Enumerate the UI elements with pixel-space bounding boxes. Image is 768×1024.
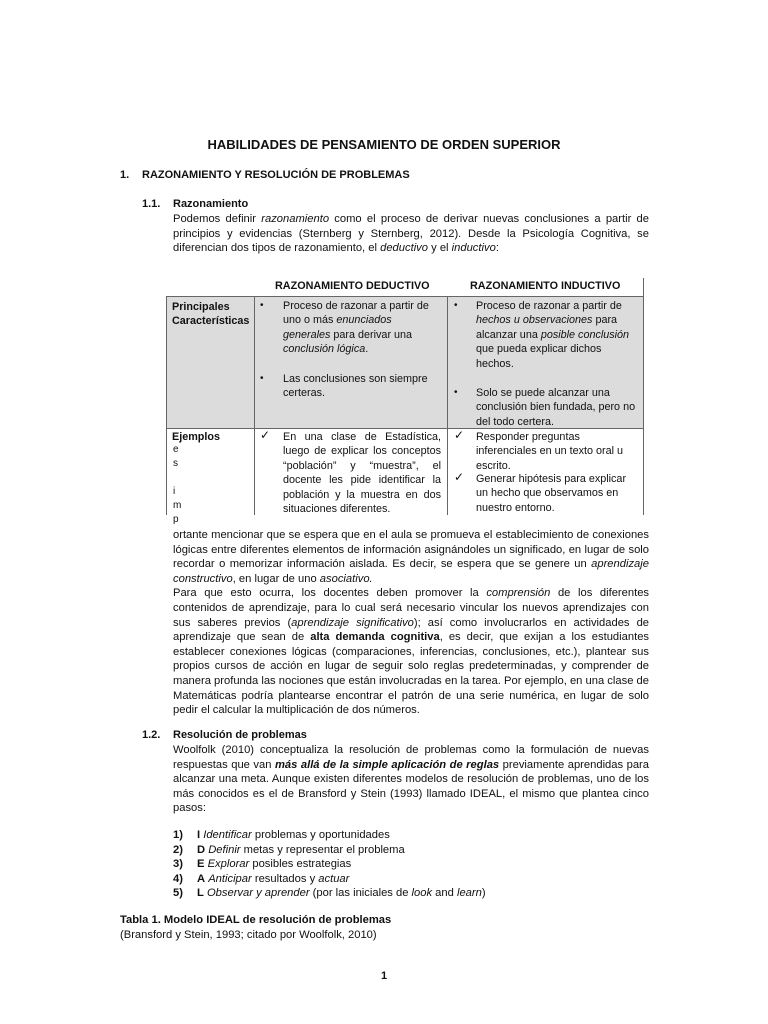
bullet-icon: • [260,300,264,311]
subsection-number: 1.2. [142,729,161,741]
page-title: HABILIDADES DE PENSAMIENTO DE ORDEN SUPERIOR [207,137,561,152]
page-number: 1 [380,970,388,982]
bullet-icon: • [260,373,264,384]
column-header-inductivo: RAZONAMIENTO INDUCTIVO [470,280,621,292]
row-label-ejemplos: Ejemplos [172,431,221,443]
table-border [643,278,644,515]
section-title: RAZONAMIENTO Y RESOLUCIÓN DE PROBLEMAS [142,169,410,181]
check-icon: ✓ [454,470,465,484]
list-item: 3) E Explorar posibles estrategias [173,858,352,871]
subsection-title: Razonamiento [173,198,249,210]
stray-letter: e [173,444,179,455]
check-icon: ✓ [260,428,271,442]
subsection-heading-resolucion [142,729,307,741]
caption-source: (Bransford y Stein, 1993; citado por Woolfolk, 2010) [120,929,377,941]
body-paragraph-after-table: ortante mencionar que se espera que en el aula se promueva el establecimiento de conexiones lógicas entre diferentes elementos de información asignándoles un significado, en lugar de solo recordar o memorizar información aislada. Es decir, se espera que se genere un aprendizaje constructivo, en lugar de uno asociativo. Para que esto ocurra, los docentes deben promover la comprensión de los diferentes contenidos de aprendizaje, para lo cual será necesario vincular los nuevos aprendizajes con sus saberes previos (aprendizaje significativo); así como involucrarlos en actividades de aprendizaje que sean de alta demanda cognitiva, es decir, que exijan a los estudiantes establecer conexiones lógicas (comparaciones, inferencias, conclusiones, etc.), plantear sus propios cursos de acción en lugar de seguir solo reglas predeterminadas, y comprender de manera profunda las nociones que están involucradas en la tarea. Por ejemplo, en una clase de Matemáticas podría plantearse encontrar el patrón de una serie numérica, en lugar de solo pedir el calcular la multiplicación de dos números. [173,529,650,717]
table-border [447,296,448,515]
inductivo-characteristic-2: Solo se puede alcanzar una conclusión bien fundada, pero no del todo certera. [476,387,636,428]
deductivo-characteristic-2: Las conclusiones son siempre certeras. [283,373,428,400]
caption-title: Tabla 1. Modelo IDEAL de resolución de problemas [120,914,392,926]
inductivo-example-2: Generar hipótesis para explicar un hecho que observamos en nuestro entorno. [476,473,627,514]
inductivo-example-1: Responder preguntas inferenciales en un texto oral u escrito. [476,431,624,472]
table-caption [120,913,391,943]
subsection-title: Resolución de problemas [173,729,307,741]
subsection-heading-razonamiento [142,198,248,210]
stray-letter: m [173,500,182,511]
reasoning-table [166,296,644,515]
table-border [166,296,167,515]
stray-letter: i [173,486,176,497]
row-label-caracteristicas: Principales Características [172,301,250,327]
list-item: 2) D Definir metas y representar el problema [173,843,405,856]
column-header-deductivo: RAZONAMIENTO DEDUCTIVO [275,280,430,292]
table-border [254,296,255,515]
bullet-icon: • [454,300,458,311]
deductivo-example: En una clase de Estadística, luego de explicar los conceptos “población” y “muestra”, el docente les pide identificar la población y la muestra en dos situaciones diferentes. [283,431,441,516]
section-heading [120,169,410,181]
subsection-number: 1.1. [142,198,161,210]
inductivo-characteristic-1: Proceso de razonar a partir de hechos u observaciones para alcanzar una posible conclusión que pueda explicar dichos hechos. [476,300,630,370]
ideal-steps-list [173,828,486,901]
list-item: 4) A Anticipar resultados y actuar [173,872,350,885]
list-item: 5) L Observar y aprender (por las iniciales de look and learn) [173,887,486,900]
table-border [166,296,644,297]
stray-letter: p [173,514,179,525]
list-item: 1) I Identificar problemas y oportunidades [173,829,390,841]
resolucion-paragraph: Woolfolk (2010) conceptualiza la resolución de problemas como la formulación de nuevas respuestas que van más allá de la simple aplicación de reglas previamente aprendidas para alcanzar una meta. Aunque existen diferentes modelos de resolución de problemas, uno de los más conocidos es el de Bransford y Stein (1993) llamado IDEAL, el mismo que plantea cinco pasos: [173,744,649,815]
stray-letter: s [173,458,178,469]
deductivo-characteristic-1: Proceso de razonar a partir de uno o más enunciados generales para derivar una conclusión lógica. [283,300,429,356]
bullet-icon: • [454,387,458,398]
intro-paragraph: Podemos definir razonamiento como el proceso de derivar nuevas conclusiones a partir de principios y evidencias (Sternberg y Sternberg, 2012). Desde la Psicología Cognitiva, se diferencian dos tipos de razonamiento, el deductivo y el inductivo: [173,213,650,255]
section-number: 1. [120,169,130,181]
check-icon: ✓ [454,428,465,442]
